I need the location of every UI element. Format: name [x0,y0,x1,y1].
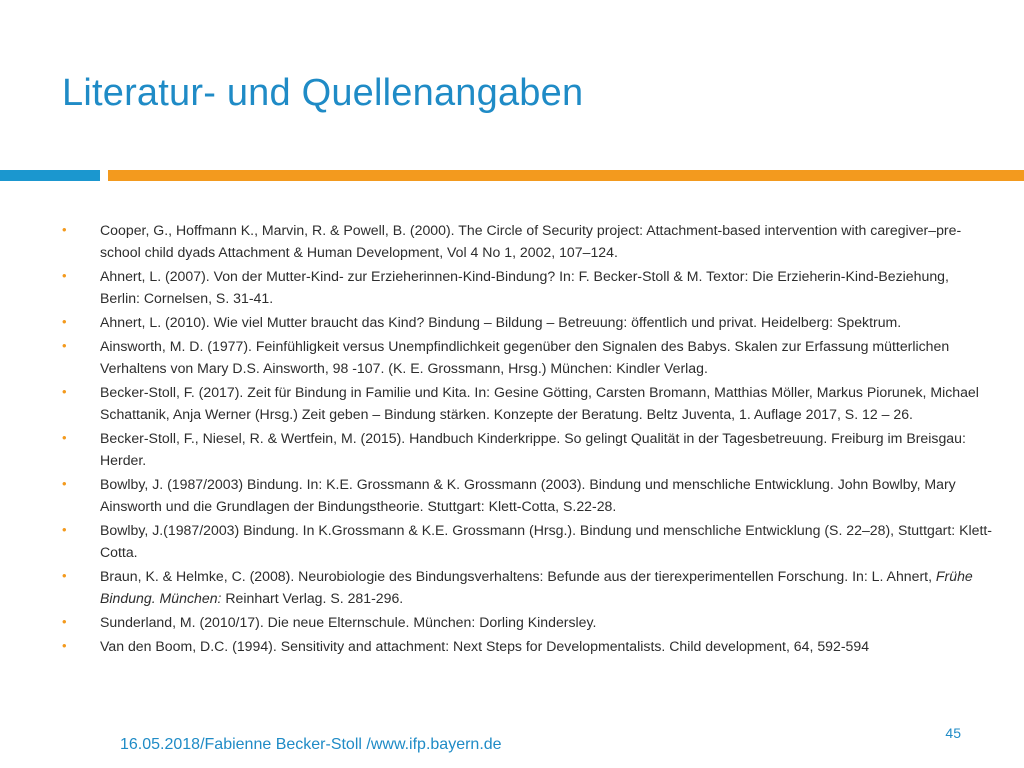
bullet-icon: • [62,476,67,491]
footer-text: 16.05.2018/Fabienne Becker-Stoll /www.ifp.bayern.de [120,736,502,753]
reference-text: Bowlby, J. (1987/2003) Bindung. In: K.E. Grossmann & K. Grossmann (2003). Bindung und menschliche Entwicklung. John Bowlby, Mary Ainsworth und die Grundlagen der Bindungstheorie. Stuttgart: Klett-Cotta, S.22-28. [100,476,956,514]
reference-text-after: Reinhart Verlag. S. 281-296. [221,590,404,606]
bullet-icon: • [62,568,67,583]
reference-item [62,519,992,563]
bullet-icon: • [62,268,67,283]
bullet-icon: • [62,638,67,653]
reference-item [62,473,992,517]
bullet-icon: • [62,430,67,445]
reference-item [62,381,992,425]
reference-item [62,265,992,309]
reference-text-before: Braun, K. & Helmke, C. (2008). Neurobiologie des Bindungsverhaltens: Befunde aus der tierexperimentellen Forschung. In: L. Ahnert, [100,568,936,584]
reference-item [62,611,992,633]
reference-text: Bowlby, J.(1987/2003) Bindung. In K.Grossmann & K.E. Grossmann (Hrsg.). Bindung und menschliche Entwicklung (S. 22–28), Stuttgart: Klett-Cotta. [100,522,992,560]
reference-item [62,635,992,657]
reference-item [62,565,992,609]
reference-list [62,219,992,659]
page-number: 45 [945,725,961,741]
reference-text [100,568,973,606]
reference-item [62,219,992,263]
reference-item [62,427,992,471]
reference-text: Van den Boom, D.C. (1994). Sensitivity and attachment: Next Steps for Developmentalists. Child development, 64, 592-594 [100,638,870,654]
accent-bar-orange [108,170,1024,181]
accent-bar-blue [0,170,100,181]
reference-text: Sunderland, M. (2010/17). Die neue Elternschule. München: Dorling Kindersley. [100,614,597,630]
reference-text: Becker-Stoll, F., Niesel, R. & Wertfein, M. (2015). Handbuch Kinderkrippe. So gelingt Qualität in der Tagesbetreuung. Freiburg im Breisgau: Herder. [100,430,966,468]
bullet-icon: • [62,522,67,537]
reference-item [62,335,992,379]
bullet-icon: • [62,314,67,329]
reference-text: Ainsworth, M. D. (1977). Feinfühligkeit versus Unempfindlichkeit gegenüber den Signalen des Babys. Skalen zur Erfassung mütterlichen Verhaltens von Mary D.S. Ainsworth, 98 -107. (K. E. Grossmann, Hrsg.) München: Kindler Verlag. [100,338,950,376]
bullet-icon: • [62,222,67,237]
bullet-icon: • [62,384,67,399]
reference-item [62,311,992,333]
reference-text: Becker-Stoll, F. (2017). Zeit für Bindung in Familie und Kita. In: Gesine Götting, Carsten Bromann, Matthias Möller, Markus Piorunek, Michael Schattanik, Anja Werner (Hrsg.) Zeit geben – Bindung stärken. Konzepte der Beratung. Beltz Juventa, 1. Auflage 2017, S. 12 – 26. [100,384,979,422]
bullet-icon: • [62,338,67,353]
reference-text: Ahnert, L. (2007). Von der Mutter-Kind- zur Erzieherinnen-Kind-Bindung? In: F. Becker-Stoll & M. Textor: Die Erzieherin-Kind-Beziehung, Berlin: Cornelsen, S. 31-41. [100,268,949,306]
bullet-icon: • [62,614,67,629]
slide-title: Literatur- und Quellenangaben [62,72,584,114]
reference-text: Ahnert, L. (2010). Wie viel Mutter braucht das Kind? Bindung – Bildung – Betreuung: öffentlich und privat. Heidelberg: Spektrum. [100,314,902,330]
reference-text-italic: Frühe Bindung. München: [100,568,973,606]
reference-text: Cooper, G., Hoffmann K., Marvin, R. & Powell, B. (2000). The Circle of Security project: Attachment-based intervention with caregiver–pre-school child dyads Attachment & Human Development, Vol 4 No 1, 2002, 107–124. [100,222,962,260]
